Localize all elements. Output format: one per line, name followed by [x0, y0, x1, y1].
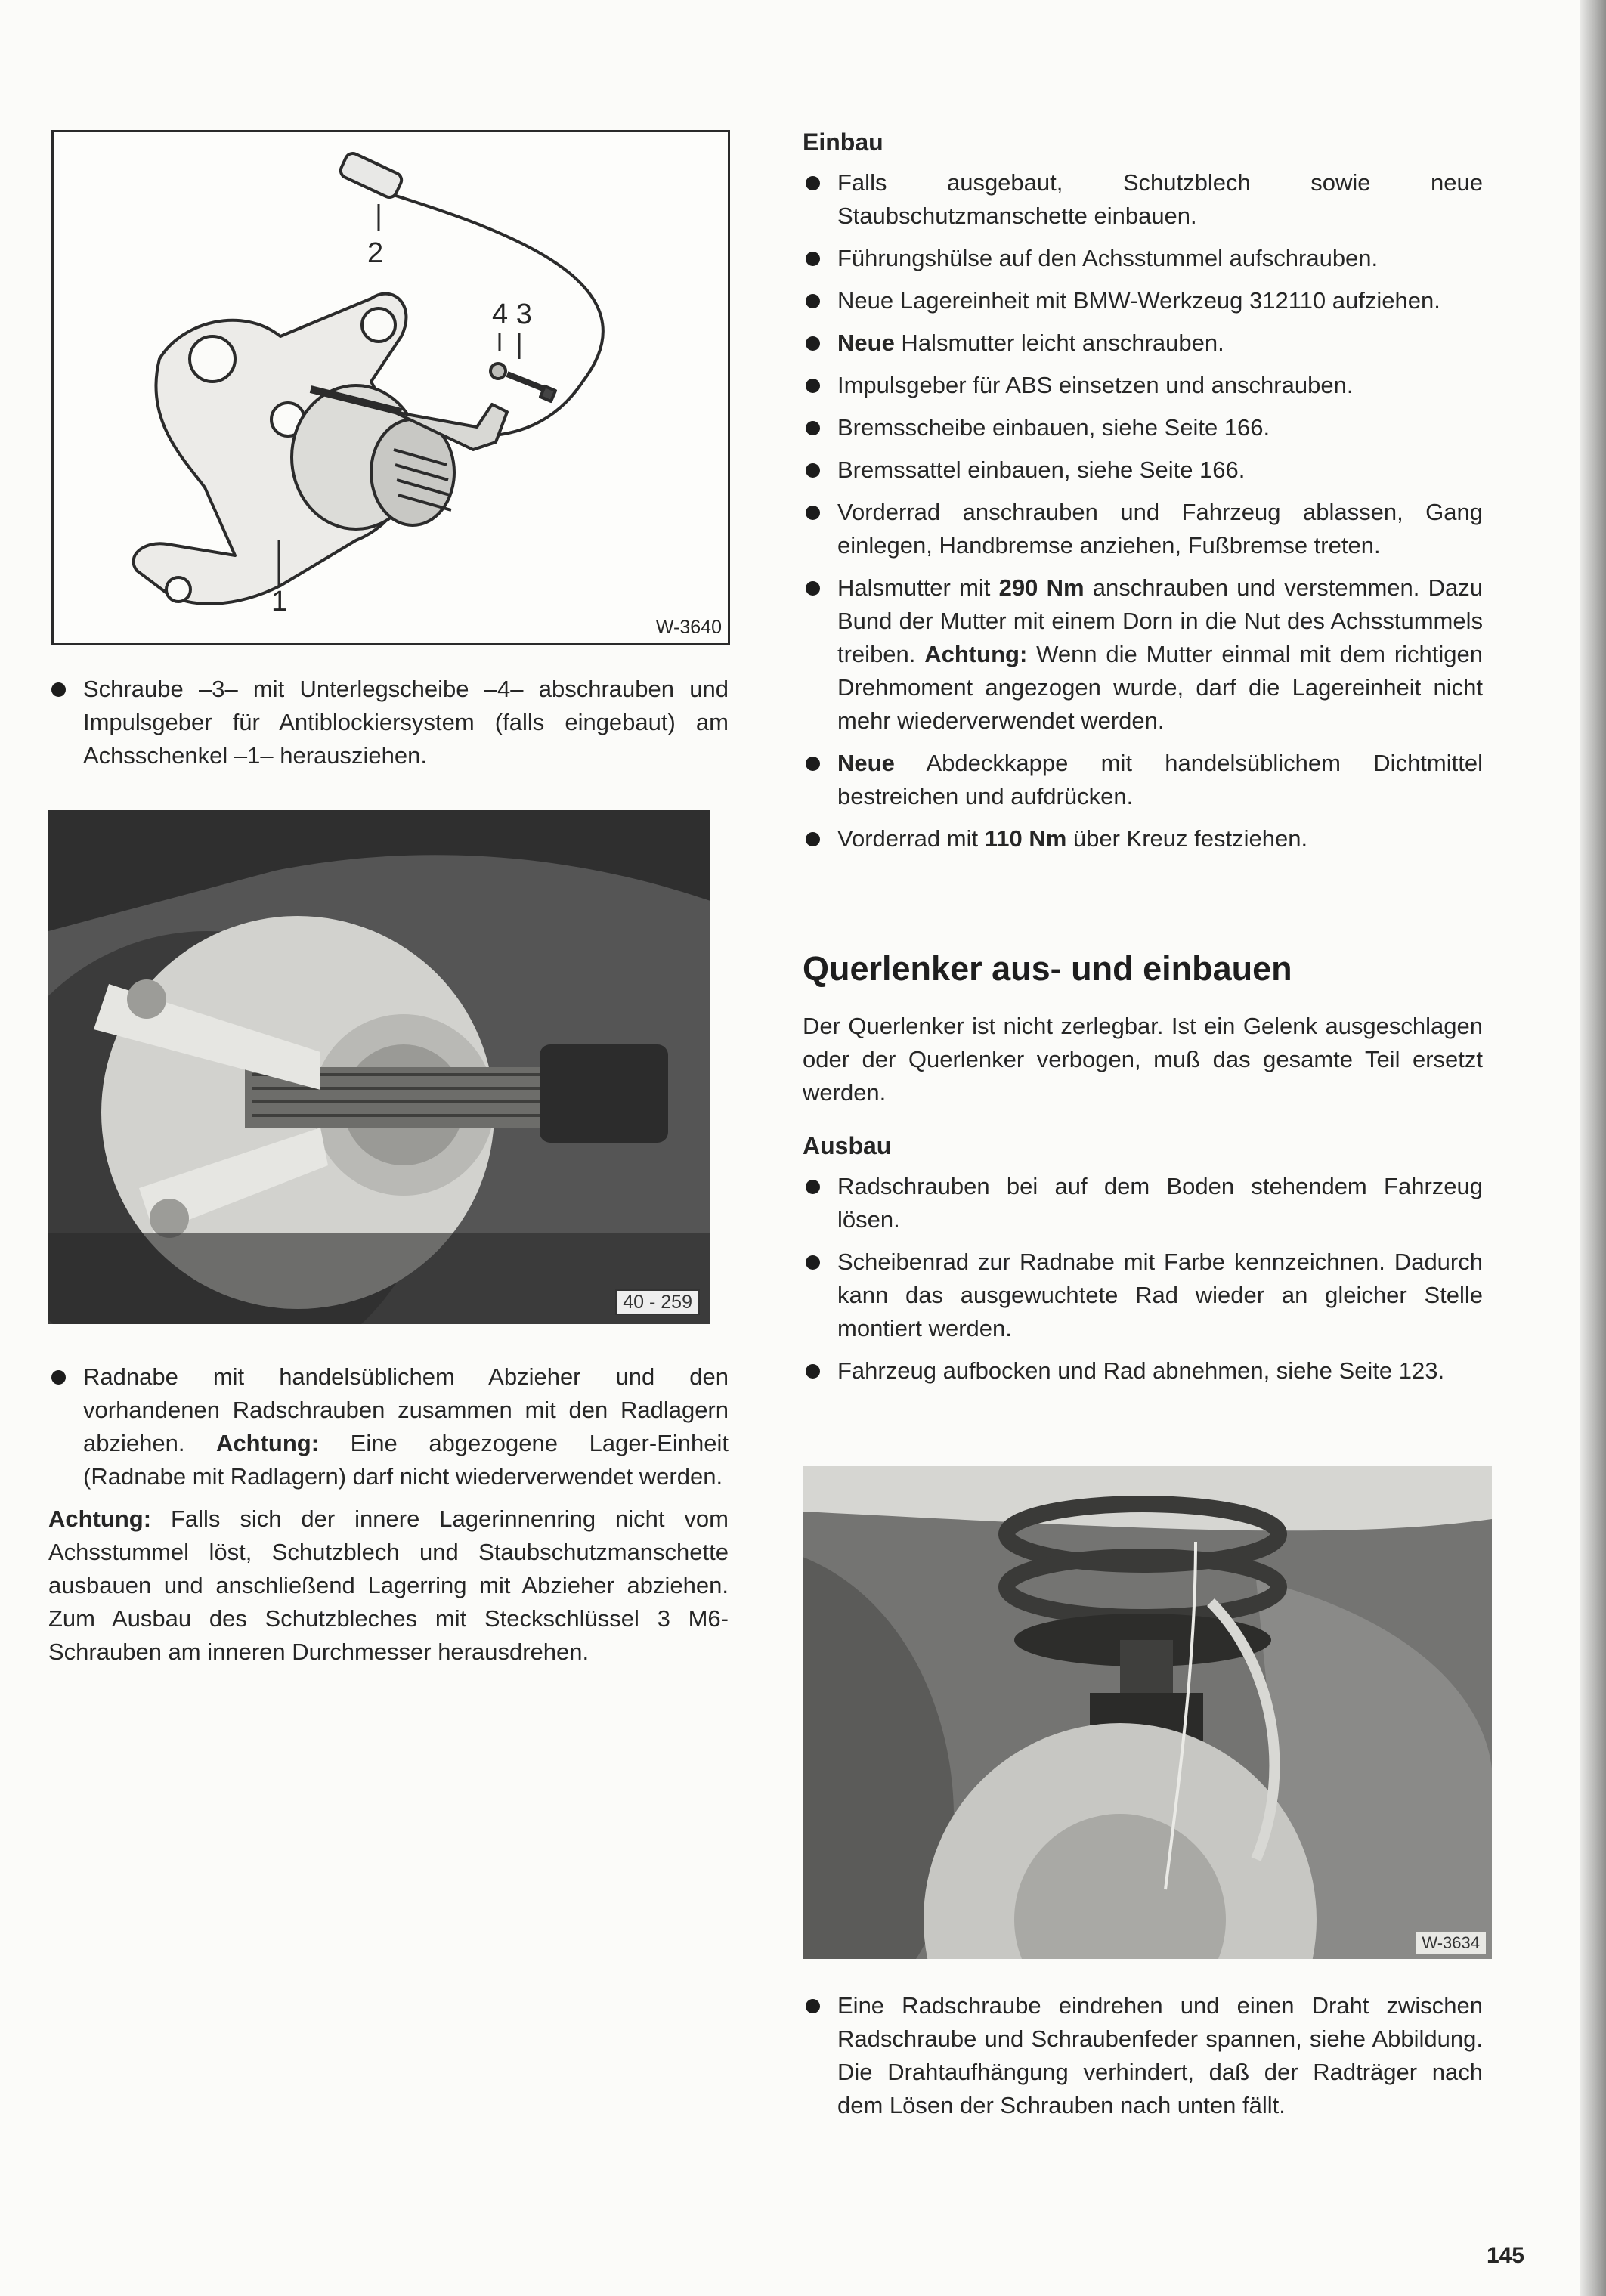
- callout-4-3: 4 3: [492, 299, 532, 330]
- figure-label: 40 - 259: [615, 1289, 700, 1315]
- page-edge-shadow: [1580, 0, 1606, 2296]
- drawing-illustration: [54, 132, 728, 643]
- list-item: Halsmutter mit 290 Nm anschrauben und verstemmen. Dazu Bund der Mutter mit einem Dorn in die Nut des Achsstummels treiben. Achtung: Wenn die Mutter einmal mit dem richtigen Drehmoment angezogen wurde, darf die Lagereinheit nicht mehr wiederverwendet werden.: [803, 571, 1483, 738]
- list-item: Vorderrad mit 110 Nm über Kreuz festziehen.: [803, 822, 1483, 856]
- list-item: Scheibenrad zur Radnabe mit Farbe kennzeichnen. Dadurch kann das ausgewuchtete Rad wieder an gleicher Stelle montiert werden.: [803, 1245, 1483, 1345]
- figure-label: W-3640: [655, 617, 722, 638]
- list-item: Falls ausgebaut, Schutzblech sowie neue Staubschutzmanschette einbauen.: [803, 166, 1483, 233]
- list-item: Bremssattel einbauen, siehe Seite 166.: [803, 453, 1483, 487]
- list-item: Impulsgeber für ABS einsetzen und anschrauben.: [803, 369, 1483, 402]
- list-item: Radschrauben bei auf dem Boden stehendem Fahrzeug lösen.: [803, 1170, 1483, 1236]
- section-title: Querlenker aus- und einbauen: [803, 949, 1292, 988]
- right-text-upper: [803, 125, 1483, 865]
- photo-illustration: [48, 810, 710, 1324]
- list-item: Führungshülse auf den Achsstummel aufschrauben.: [803, 242, 1483, 275]
- intro-paragraph: Der Querlenker ist nicht zerlegbar. Ist ein Gelenk ausgeschlagen oder der Querlenker verbogen, muß das gesamte Teil ersetzt werden.: [803, 1013, 1483, 1106]
- figure-wheel-bearing-drawing: [51, 130, 730, 645]
- heading-einbau: Einbau: [803, 128, 883, 156]
- heading-ausbau: Ausbau: [803, 1132, 892, 1159]
- list-item: Neue Abdeckkappe mit handelsüblichem Dichtmittel bestreichen und aufdrücken.: [803, 747, 1483, 813]
- page-number: 145: [1486, 2243, 1524, 2268]
- list-item: Radnabe mit handelsüblichem Abzieher und den vorhandenen Radschrauben zusammen mit den Radlagern abziehen. Achtung: Eine abgezogene Lager-Einheit (Radnabe mit Radlagern) darf nicht wiederverwendet werden.: [48, 1360, 729, 1493]
- list-item: Neue Lagereinheit mit BMW-Werkzeug 312110 aufziehen.: [803, 284, 1483, 317]
- photo-illustration: [803, 1466, 1492, 1959]
- list-item: Neue Halsmutter leicht anschrauben.: [803, 326, 1483, 360]
- left-text-upper: [48, 673, 729, 781]
- right-text-lower: [803, 1989, 1483, 2131]
- list-item: Fahrzeug aufbocken und Rad abnehmen, siehe Seite 123.: [803, 1354, 1483, 1388]
- left-text-lower: [48, 1360, 729, 1678]
- figure-hub-puller-photo: [48, 810, 710, 1324]
- figure-label: W-3634: [1416, 1932, 1486, 1954]
- list-item: Schraube –3– mit Unterlegscheibe –4– abschrauben und Impulsgeber für Antiblockiersystem (falls eingebaut) am Achsschenkel –1– herausziehen.: [48, 673, 729, 772]
- figure-strut-photo: [803, 1466, 1492, 1959]
- list-item: Bremsscheibe einbauen, siehe Seite 166.: [803, 411, 1483, 444]
- warning-note: Achtung: Falls sich der innere Lagerinnenring nicht vom Achsstummel löst, Schutzblech und Staubschutzmanschette ausbauen und anschließend Lagerring mit Abzieher abziehen. Zum Ausbau des Schutzbleches mit Steckschlüssel 3 M6-Schrauben am inneren Durchmesser herausdrehen.: [48, 1505, 729, 1665]
- callout-1: 1: [271, 586, 288, 617]
- callout-2: 2: [367, 237, 384, 269]
- right-text-middle: [803, 948, 1483, 1397]
- list-item: Vorderrad anschrauben und Fahrzeug ablassen, Gang einlegen, Handbremse anziehen, Fußbremse treten.: [803, 496, 1483, 562]
- list-item: Eine Radschraube eindrehen und einen Draht zwischen Radschraube und Schraubenfeder spannen, siehe Abbildung. Die Drahtaufhängung verhindert, daß der Radträger nach dem Lösen der Schrauben nach unten fällt.: [803, 1989, 1483, 2122]
